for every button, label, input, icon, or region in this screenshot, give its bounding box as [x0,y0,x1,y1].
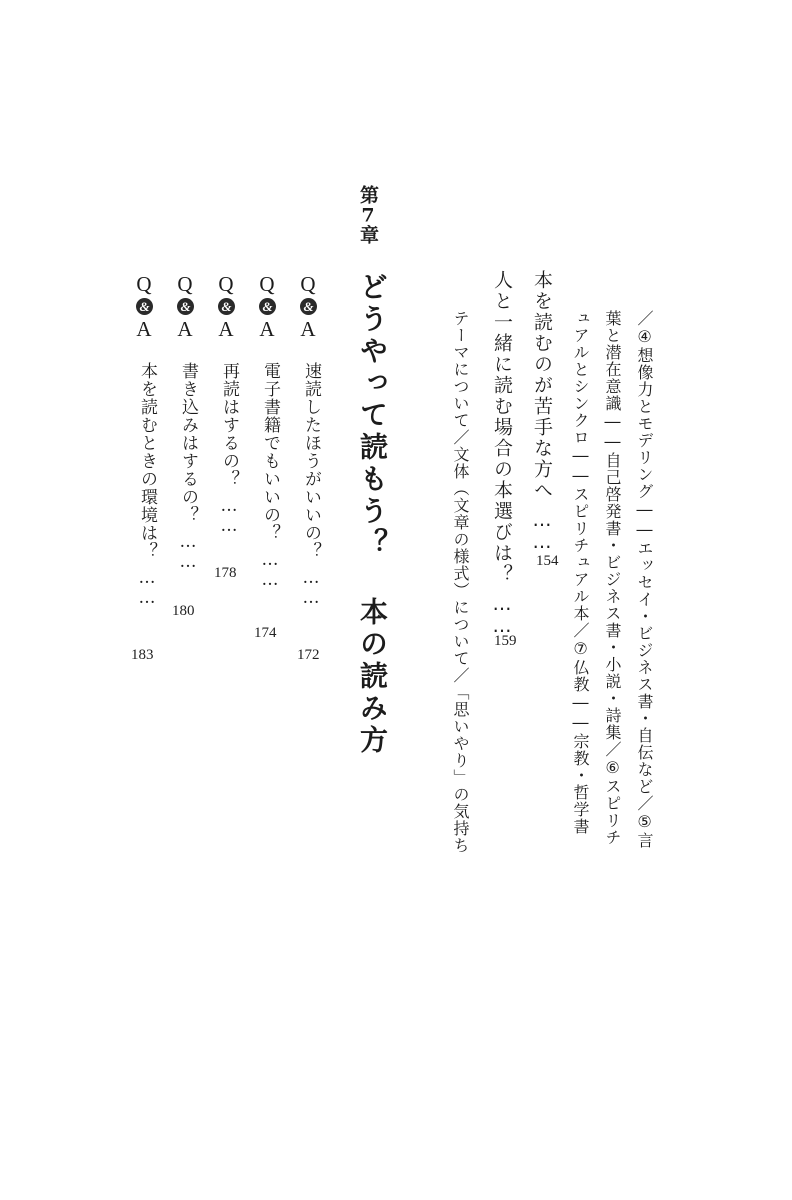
qa-a-letter: A [255,317,279,341]
page-number: 178 [214,565,237,581]
qa-ampersand-icon: & [137,299,152,314]
qa-entry [220,362,237,542]
qa-a-letter: A [173,317,197,341]
qa-ampersand-icon: & [178,299,193,314]
sub-topic-line: テーマについて／文体（文章の様式）について／「思いやり」の気持ち [451,310,470,854]
qa-a-letter: A [296,317,320,341]
qa-ampersand-icon: & [260,299,275,314]
qa-q-letter: Q [296,272,320,296]
qa-marker [174,272,195,341]
section-entry [532,270,551,559]
qa-question: 速読したほうがいいの？ [301,362,321,560]
qa-a-letter: A [132,317,156,341]
qa-ampersand-icon: & [301,299,316,314]
section-entry [492,270,511,643]
leader-dots: …… [301,568,321,608]
page-number: 183 [131,647,154,663]
qa-question: 電子書籍でもいいの？ [260,362,280,542]
section-title: 人と一緒に読む場合の本選びは？ [491,270,513,585]
leader-dots: …… [219,496,239,536]
chapter-label-prefix: 第 [357,185,379,206]
qa-ampersand-icon: & [219,299,234,314]
chapter-label-suffix: 章 [357,225,379,246]
qa-q-letter: Q [132,272,156,296]
qa-marker [297,272,318,341]
qa-question: 書き込みはするの？ [178,362,198,524]
page-number: 172 [297,647,320,663]
qa-q-letter: Q [255,272,279,296]
qa-q-letter: Q [214,272,238,296]
page-number: 154 [536,553,559,569]
leader-dots: …… [491,593,513,637]
qa-marker [215,272,236,341]
leader-dots: …… [260,550,280,590]
qa-entry [261,362,278,596]
topic-line-2: 葉と潜在意識――自己啓発書・ビジネス書・小説・詩集／⑥スピリチ [603,310,622,846]
qa-question: 再読はするの？ [219,362,239,488]
chapter-title: どうやって読もう？ 本の読み方 [356,272,389,757]
section-title: 本を読むのが苦手な方へ [531,270,553,501]
qa-entry [138,362,155,614]
page-number: 180 [172,603,195,619]
chapter-number: 7 [361,206,375,225]
qa-entry [179,362,196,578]
qa-a-letter: A [214,317,238,341]
qa-question: 本を読むときの環境は？ [137,362,157,560]
qa-marker [256,272,277,341]
page-number: 159 [494,633,517,649]
qa-q-letter: Q [173,272,197,296]
qa-entry [302,362,319,614]
chapter-label [358,185,377,246]
leader-dots: …… [137,568,157,608]
topic-line-3: ュアルとシンクロ――スピリチュアル本／⑦仏教――宗教・哲学書 [571,310,590,835]
topic-line-1: ／④想像力とモデリング――エッセイ・ビジネス書・自伝など／⑤言 [635,310,654,849]
leader-dots: …… [178,532,198,572]
leader-dots: …… [531,509,553,553]
page-number: 174 [254,625,277,641]
qa-marker [133,272,154,341]
